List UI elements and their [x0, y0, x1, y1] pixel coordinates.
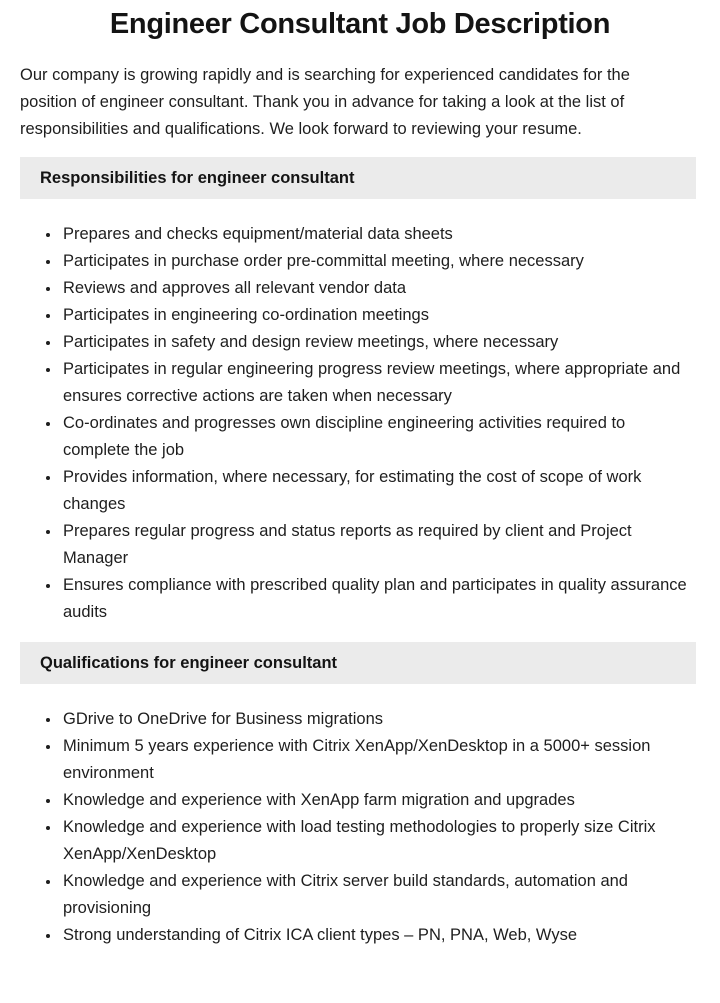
- list-item: • Participates in regular engineering progress review meetings, where appropriate and ensures corrective actions are taken when necessary: [61, 356, 692, 410]
- responsibilities-section-heading-label: Responsibilities for engineer consultant: [40, 169, 355, 187]
- list-item: • Participates in engineering co-ordination meetings: [61, 302, 692, 329]
- qualifications-list: [0, 706, 692, 949]
- list-item: • Participates in purchase order pre-committal meeting, where necessary: [61, 248, 692, 275]
- bottom-whitespace: [0, 949, 720, 976]
- list-item: • Reviews and approves all relevant vendor data: [61, 275, 692, 302]
- list-item: • Participates in safety and design review meetings, where necessary: [61, 329, 692, 356]
- list-item: • Ensures compliance with prescribed quality plan and participates in quality assurance audits: [61, 572, 692, 626]
- responsibilities-list: [0, 221, 692, 626]
- qualifications-section-header: [20, 642, 696, 684]
- responsibilities-section-header: [20, 157, 696, 199]
- list-item: • Knowledge and experience with XenApp farm migration and upgrades: [61, 787, 692, 814]
- page-title: Engineer Consultant Job Description: [109, 8, 611, 40]
- list-item: • Knowledge and experience with load testing methodologies to properly size Citrix XenApp/XenDesktop: [61, 814, 692, 868]
- list-item: • Prepares and checks equipment/material data sheets: [61, 221, 692, 248]
- list-item: • Knowledge and experience with Citrix server build standards, automation and provisioning: [61, 868, 692, 922]
- list-item: • Strong understanding of Citrix ICA client types – PN, PNA, Web, Wyse: [61, 922, 692, 949]
- qualifications-section-heading-label: Qualifications for engineer consultant: [40, 654, 338, 672]
- list-item: • Prepares regular progress and status reports as required by client and Project Manager: [61, 518, 692, 572]
- list-item: • GDrive to OneDrive for Business migrations: [61, 706, 692, 733]
- list-item: • Co-ordinates and progresses own discipline engineering activities required to complete the job: [61, 410, 692, 464]
- list-item: • Provides information, where necessary, for estimating the cost of scope of work changes: [61, 464, 692, 518]
- list-item: • Minimum 5 years experience with Citrix XenApp/XenDesktop in a 5000+ session environment: [61, 733, 692, 787]
- intro-paragraph: Our company is growing rapidly and is searching for experienced candidates for the position of engineer consultant. Thank you in advance for taking a look at the list of responsibilities and qualifications. We look forward to reviewing your resume.: [20, 66, 630, 138]
